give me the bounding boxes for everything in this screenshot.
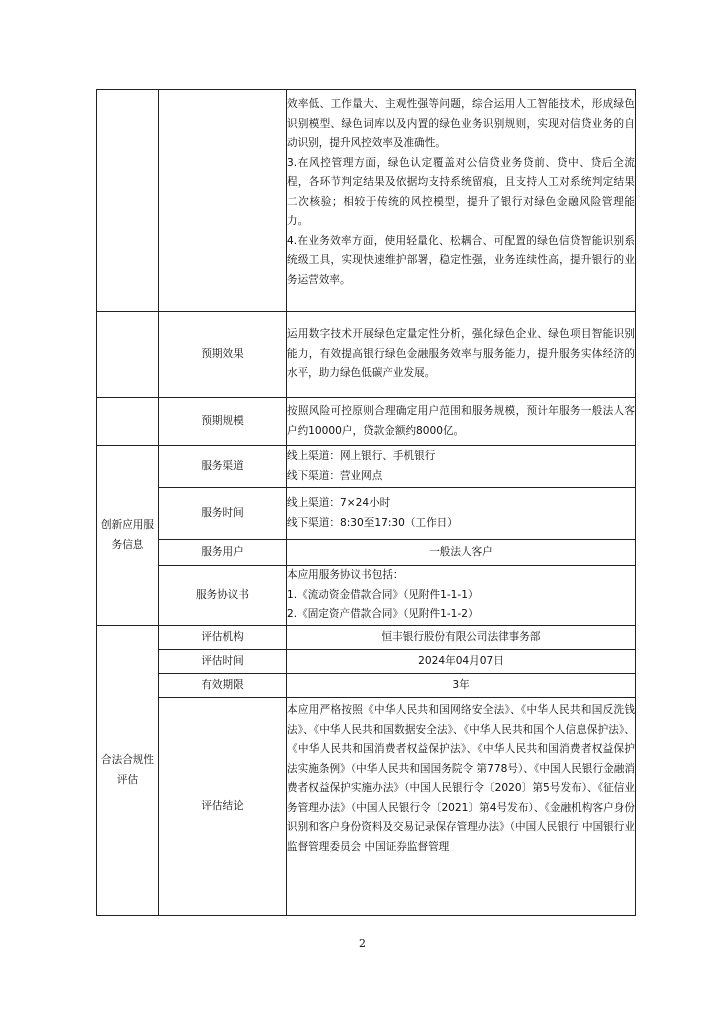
table-row (97, 540, 636, 566)
table-row (97, 566, 636, 626)
table-row (97, 446, 636, 488)
eval-date-label: 评估时间 (159, 650, 287, 674)
blank-group-cell (97, 90, 159, 312)
top-block-para: 效率低、工作量大、主观性强等问题，综合运用人工智能技术，形成绿色识别模型、绿色词库以及内置的绿色业务识别规则，实现对信贷业务的自动识别，提升风控效率及准确性。 (287, 98, 635, 149)
conclusion-value: 本应用严格按照《中华人民共和国网络安全法》、《中华人民共和国反洗钱法》、《中华人民共和国数据安全法》、《中华人民共和国个人信息保护法》、《中华人民共和国消费者权益保护法》、《中华人民共和国消费者权益保护法实施条例》（中华人民共和国国务院令 第778号）、《中国人民银行金融消费者权益保护实施办法》（中国人民银行令〔2020〕第5号发布）、《征信业务管理办法》（中国人民银行令〔2021〕第4号发布）、《金融机构客户身份识别和客户身份资料及交易记录保存管理办法》（中国人民银行 中国银行业监督管理委员会 中国证券监督管理 (287, 698, 636, 916)
table-row (97, 488, 636, 540)
service-channel-value (287, 446, 636, 488)
eval-org-label: 评估机构 (159, 626, 287, 650)
page-number: 2 (359, 937, 366, 950)
agreement-item: 1.《流动资金借款合同》（见附件1-1-1） (287, 588, 479, 601)
table-row (97, 312, 636, 398)
table-row (97, 650, 636, 674)
top-block-para: 4.在业务效率方面，使用轻量化、松耦合、可配置的绿色信贷智能识别系统级工具，实现快速维护部署，稳定性强，业务连续性高，提升银行的业务运营效率。 (287, 234, 635, 286)
table-row (97, 626, 636, 650)
compliance-group-label: 合法合规性评估 (97, 626, 159, 916)
agreement-item: 2.《固定资产借款合同》（见附件1-1-2） (287, 608, 479, 621)
conclusion-label: 评估结论 (159, 698, 287, 916)
service-agreement-label: 服务协议书 (159, 566, 287, 626)
agreement-intro: 本应用服务协议书包括： (287, 569, 404, 582)
time-offline: 线下渠道：8:30至17:30（工作日） (287, 516, 458, 529)
blank-group-cell (97, 312, 159, 398)
validity-label: 有效期限 (159, 674, 287, 698)
channel-offline: 线下渠道：营业网点 (287, 469, 383, 482)
validity-value: 3年 (287, 674, 636, 698)
service-users-label: 服务用户 (159, 540, 287, 566)
service-info-group-label: 创新应用服务信息 (97, 446, 159, 626)
channel-online: 线上渠道：网上银行、手机银行 (287, 450, 436, 462)
table-row (97, 398, 636, 446)
table-row (97, 90, 636, 312)
table-row (97, 674, 636, 698)
top-block-para: 3.在风控管理方面，绿色认定覆盖对公信贷业务贷前、贷中、贷后全流程，各环节判定结果及依据均支持系统留痕，且支持人工对系统判定结果二次核验；相较于传统的风控模型，提升了银行对绿色金融风险管理能力。 (287, 156, 635, 227)
expected-scale-value: 按照风险可控原则合理确定用户范围和服务规模，预计年服务一般法人客户约10000户，贷款金额约8000亿。 (287, 398, 636, 446)
expected-effect-value: 运用数字技术开展绿色定量定性分析，强化绿色企业、绿色项目智能识别能力，有效提高银行绿色金融服务效率与服务能力，提升服务实体经济的水平，助力绿色低碳产业发展。 (287, 312, 636, 398)
info-table (96, 89, 636, 916)
eval-date-value: 2024年04月07日 (287, 650, 636, 674)
expected-scale-label: 预期规模 (159, 398, 287, 446)
service-time-label: 服务时间 (159, 488, 287, 540)
service-channel-label: 服务渠道 (159, 446, 287, 488)
eval-org-value: 恒丰银行股份有限公司法律事务部 (287, 626, 636, 650)
service-agreement-value (287, 566, 636, 626)
table-row (97, 698, 636, 916)
time-online: 线上渠道：7×24小时 (287, 497, 391, 509)
top-block-cell (287, 90, 636, 312)
blank-label-cell (159, 90, 287, 312)
blank-group-cell (97, 398, 159, 446)
expected-effect-label: 预期效果 (159, 312, 287, 398)
service-users-value: 一般法人客户 (287, 540, 636, 566)
service-time-value (287, 488, 636, 540)
